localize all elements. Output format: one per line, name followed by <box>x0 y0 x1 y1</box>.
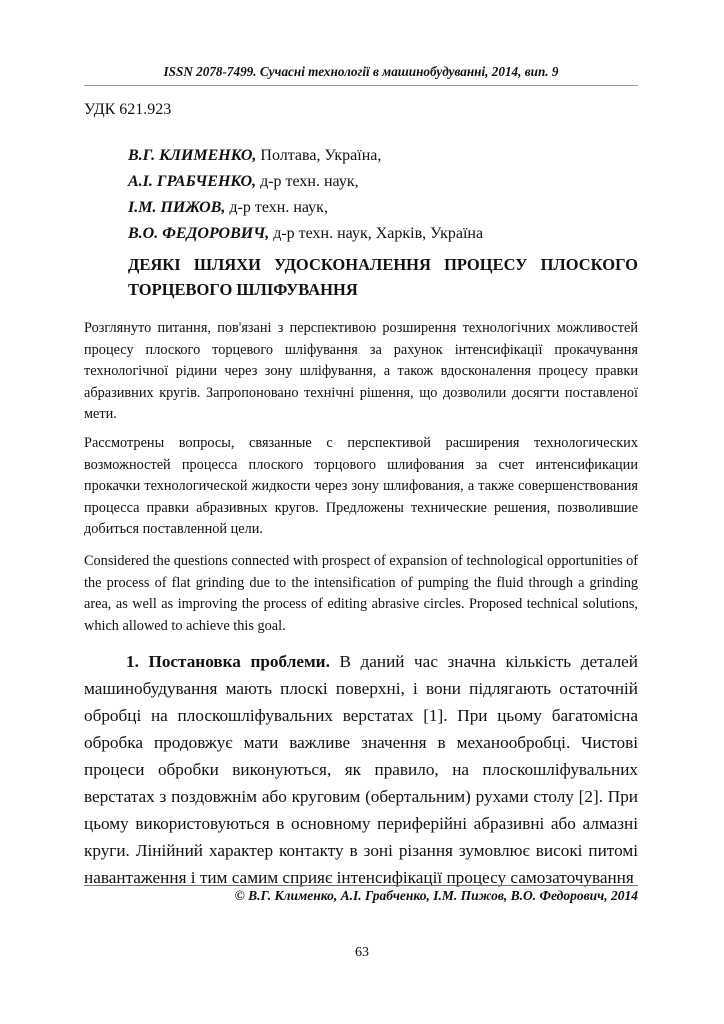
author-line <box>128 195 483 221</box>
udk-code: УДК 621.923 <box>84 101 172 118</box>
author-list <box>128 143 483 247</box>
footer-divider <box>84 885 638 886</box>
author-affiliation: д-р техн. наук, <box>256 173 359 190</box>
author-affiliation: д-р техн. наук, <box>225 199 328 216</box>
author-name: В.О. ФЕДОРОВИЧ, <box>128 225 270 242</box>
running-header: ISSN 2078-7499. Сучасні технології в машинобудуванні, 2014, вип. 9 <box>163 64 559 79</box>
section-body: В даний час значна кількість деталей машинобудування мають плоскі поверхні, і вони підлягають остаточній обробці на плоскошліфувальних верстатах [1]. При цьому багатомісна обробка продовжує мати важливе значення в механообробці. Чистові процеси обробки виконуються, як правило, на плоскошліфувальних верстатах з поздовжнім або круговим (обертальним) рухами столу [2]. При цьому використовуються в основному периферійні абразивні або алмазні круги. Лінійний характер контакту в зоні різання зумовлює високі питомі навантаження і тим самим сприяє інтенсифікації процесу самозаточування <box>84 652 638 887</box>
author-line <box>128 221 483 247</box>
author-affiliation: Полтава, Україна, <box>256 147 382 164</box>
section-problem-statement <box>84 648 638 891</box>
author-name: В.Г. КЛИМЕНКО, <box>128 147 257 164</box>
abstract-russian: Рассмотрены вопросы, связанные с перспективой расширения технологических возможностей процесса плоского торцового шлифования за счет интенсификации прокачки технологической жидкости через зону шлифования, а также совершенствования процесса правки абразивных кругов. Предложены технические решения, позволившие добиться поставленной цели. <box>84 435 638 537</box>
paper-title: ДЕЯКІ ШЛЯХИ УДОСКОНАЛЕННЯ ПРОЦЕСУ ПЛОСКОГО ТОРЦЕВОГО ШЛІФУВАННЯ <box>128 255 638 299</box>
page-number: 63 <box>355 945 369 960</box>
copyright-notice: © В.Г. Клименко, А.І. Грабченко, І.М. Пижов, В.О. Федорович, 2014 <box>234 888 638 903</box>
abstract-ukrainian: Розглянуто питання, пов'язані з перспективою розширення технологічних можливостей процесу плоского торцевого шліфування за рахунок інтенсифікації прокачування технологічної рідини через зону шліфування, а також вдосконалення процесу правки абразивних кругів. Запропоновано технічні рішення, що дозволили досягти поставленої мети. <box>84 320 638 422</box>
abstract-english: Considered the questions connected with prospect of expansion of technological opportunities of the process of flat grinding due to the intensification of pumping the fluid through a grinding area, as well as improving the process of editing abrasive circles. Proposed technical solutions, which allowed to achieve this goal. <box>84 553 638 634</box>
section-heading: 1. Постановка проблеми. <box>126 652 330 671</box>
author-line <box>128 143 483 169</box>
author-name: І.М. ПИЖОВ, <box>128 199 226 216</box>
author-name: А.І. ГРАБЧЕНКО, <box>128 173 257 190</box>
header-divider <box>84 85 638 86</box>
author-line <box>128 169 483 195</box>
author-affiliation: д-р техн. наук, Харків, Україна <box>269 225 484 242</box>
